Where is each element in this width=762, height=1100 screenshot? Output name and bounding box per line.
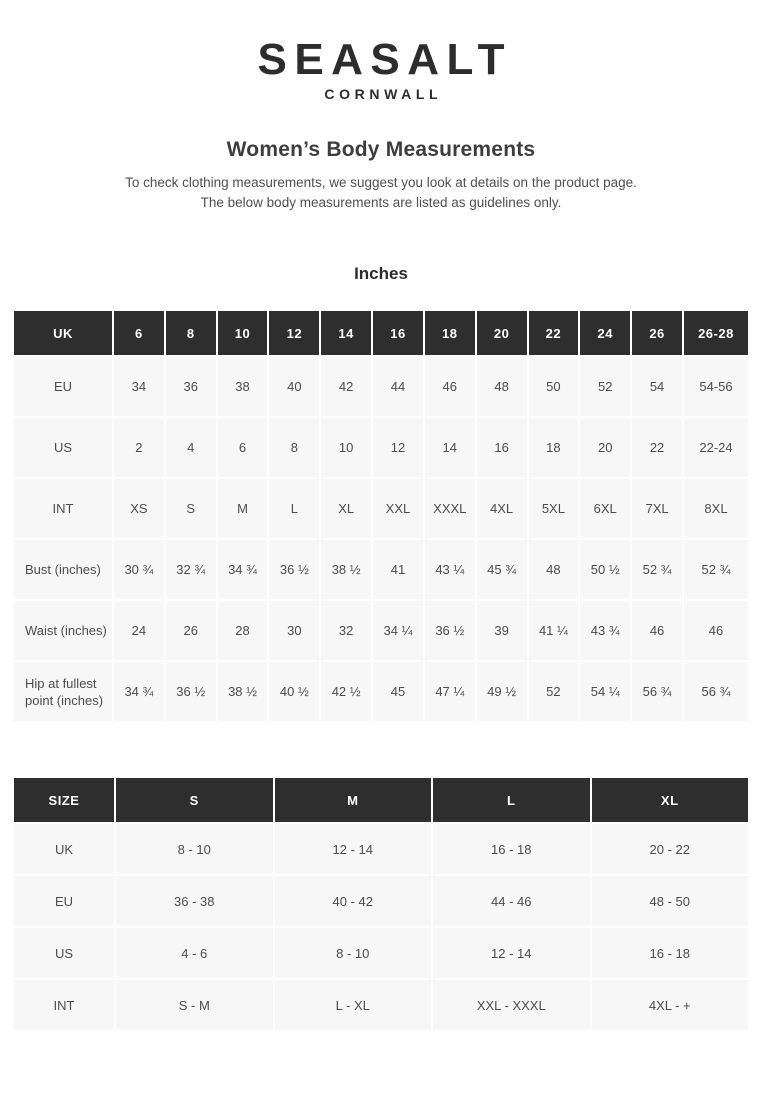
cell: 41 ¼ (529, 601, 579, 660)
cell: 28 (218, 601, 268, 660)
table-row (14, 540, 748, 599)
cell: 40 (269, 357, 319, 416)
cell: 54 ¼ (580, 662, 630, 721)
header-row (14, 311, 748, 355)
cell: 44 - 46 (433, 876, 590, 926)
cell: 2 (114, 418, 164, 477)
cell: 46 (425, 357, 475, 416)
column-header: 6 (114, 311, 164, 355)
column-header: 16 (373, 311, 423, 355)
table-row (14, 662, 748, 721)
column-header: 20 (477, 311, 527, 355)
cell: 46 (684, 601, 748, 660)
cell: 50 (529, 357, 579, 416)
cell: 36 ½ (166, 662, 216, 721)
row-label: Hip at fullest point (inches) (14, 662, 112, 721)
corner-header: UK (14, 311, 112, 355)
column-header: M (275, 778, 432, 822)
cell: 36 - 38 (116, 876, 273, 926)
cell: 18 (529, 418, 579, 477)
cell: XXL (373, 479, 423, 538)
cell: 38 (218, 357, 268, 416)
cell: XL (321, 479, 371, 538)
column-header: 24 (580, 311, 630, 355)
cell: 42 ½ (321, 662, 371, 721)
cell: 32 ¾ (166, 540, 216, 599)
table-row (14, 479, 748, 538)
column-header: 10 (218, 311, 268, 355)
cell: 52 (580, 357, 630, 416)
cell: 24 (114, 601, 164, 660)
cell: 50 ½ (580, 540, 630, 599)
cell: 38 ½ (218, 662, 268, 721)
column-header: L (433, 778, 590, 822)
table-row (14, 980, 748, 1030)
cell: 38 ½ (321, 540, 371, 599)
row-label: Bust (inches) (14, 540, 112, 599)
column-header: 12 (269, 311, 319, 355)
cell: 34 ¾ (114, 662, 164, 721)
cell: 47 ¼ (425, 662, 475, 721)
cell: 34 ¾ (218, 540, 268, 599)
cell: 14 (425, 418, 475, 477)
row-label: EU (14, 357, 112, 416)
column-header: 18 (425, 311, 475, 355)
cell: 56 ¾ (632, 662, 682, 721)
cell: 7XL (632, 479, 682, 538)
row-label: UK (14, 824, 114, 874)
cell: 52 ¾ (684, 540, 748, 599)
cell: 48 (477, 357, 527, 416)
cell: 8XL (684, 479, 748, 538)
column-header: S (116, 778, 273, 822)
cell: S - M (116, 980, 273, 1030)
table-row (14, 601, 748, 660)
cell: 36 ½ (269, 540, 319, 599)
cell: 45 (373, 662, 423, 721)
cell: 34 (114, 357, 164, 416)
brand-logo: SEASALT (257, 35, 512, 84)
cell: 16 - 18 (592, 928, 749, 978)
corner-header: SIZE (14, 778, 114, 822)
row-label: US (14, 418, 112, 477)
cell: 40 ½ (269, 662, 319, 721)
row-label: US (14, 928, 114, 978)
cell: 4 (166, 418, 216, 477)
intro-line-1: To check clothing measurements, we suggest you look at details on the product page. (125, 175, 637, 191)
cell: 5XL (529, 479, 579, 538)
row-label: INT (14, 980, 114, 1030)
cell: 16 (477, 418, 527, 477)
cell: M (218, 479, 268, 538)
cell: 16 - 18 (433, 824, 590, 874)
cell: 12 - 14 (275, 824, 432, 874)
row-label: Waist (inches) (14, 601, 112, 660)
cell: 22-24 (684, 418, 748, 477)
cell: L - XL (275, 980, 432, 1030)
intro-line-2: The below body measurements are listed as guidelines only. (200, 195, 562, 211)
inches-measurements-table (12, 309, 750, 723)
cell: 26 (166, 601, 216, 660)
column-header: 26-28 (684, 311, 748, 355)
cell: 22 (632, 418, 682, 477)
brand-location: CORNWALL (324, 86, 443, 103)
cell: 4 - 6 (116, 928, 273, 978)
cell: 54 (632, 357, 682, 416)
column-header: XL (592, 778, 749, 822)
cell: 40 - 42 (275, 876, 432, 926)
cell: 36 ½ (425, 601, 475, 660)
cell: 34 ¼ (373, 601, 423, 660)
cell: 4XL - + (592, 980, 749, 1030)
cell: S (166, 479, 216, 538)
column-header: 8 (166, 311, 216, 355)
cell: 30 (269, 601, 319, 660)
cell: 32 (321, 601, 371, 660)
cell: 8 - 10 (116, 824, 273, 874)
cell: 44 (373, 357, 423, 416)
cell: 6XL (580, 479, 630, 538)
section-title-inches: Inches (354, 264, 408, 284)
cell: 52 (529, 662, 579, 721)
cell: L (269, 479, 319, 538)
cell: 20 - 22 (592, 824, 749, 874)
cell: 41 (373, 540, 423, 599)
cell: 36 (166, 357, 216, 416)
table-row (14, 928, 748, 978)
size-conversion-table (12, 776, 750, 1032)
cell: 10 (321, 418, 371, 477)
cell: 30 ¾ (114, 540, 164, 599)
column-header: 26 (632, 311, 682, 355)
cell: 12 - 14 (433, 928, 590, 978)
cell: 45 ¾ (477, 540, 527, 599)
header-row (14, 778, 748, 822)
cell: 49 ½ (477, 662, 527, 721)
cell: 48 (529, 540, 579, 599)
cell: 54-56 (684, 357, 748, 416)
cell: 8 - 10 (275, 928, 432, 978)
cell: XS (114, 479, 164, 538)
cell: 46 (632, 601, 682, 660)
cell: 56 ¾ (684, 662, 748, 721)
cell: 6 (218, 418, 268, 477)
cell: 42 (321, 357, 371, 416)
cell: 4XL (477, 479, 527, 538)
column-header: 22 (529, 311, 579, 355)
cell: 39 (477, 601, 527, 660)
cell: 43 ¾ (580, 601, 630, 660)
cell: 48 - 50 (592, 876, 749, 926)
cell: 43 ¼ (425, 540, 475, 599)
row-label: EU (14, 876, 114, 926)
table-row (14, 824, 748, 874)
row-label: INT (14, 479, 112, 538)
page-title: Women’s Body Measurements (226, 138, 536, 162)
cell: 20 (580, 418, 630, 477)
cell: XXXL (425, 479, 475, 538)
table-row (14, 876, 748, 926)
table-row (14, 418, 748, 477)
cell: 12 (373, 418, 423, 477)
column-header: 14 (321, 311, 371, 355)
brand-header (0, 36, 762, 102)
table-row (14, 357, 748, 416)
cell: 52 ¾ (632, 540, 682, 599)
cell: 8 (269, 418, 319, 477)
cell: XXL - XXXL (433, 980, 590, 1030)
